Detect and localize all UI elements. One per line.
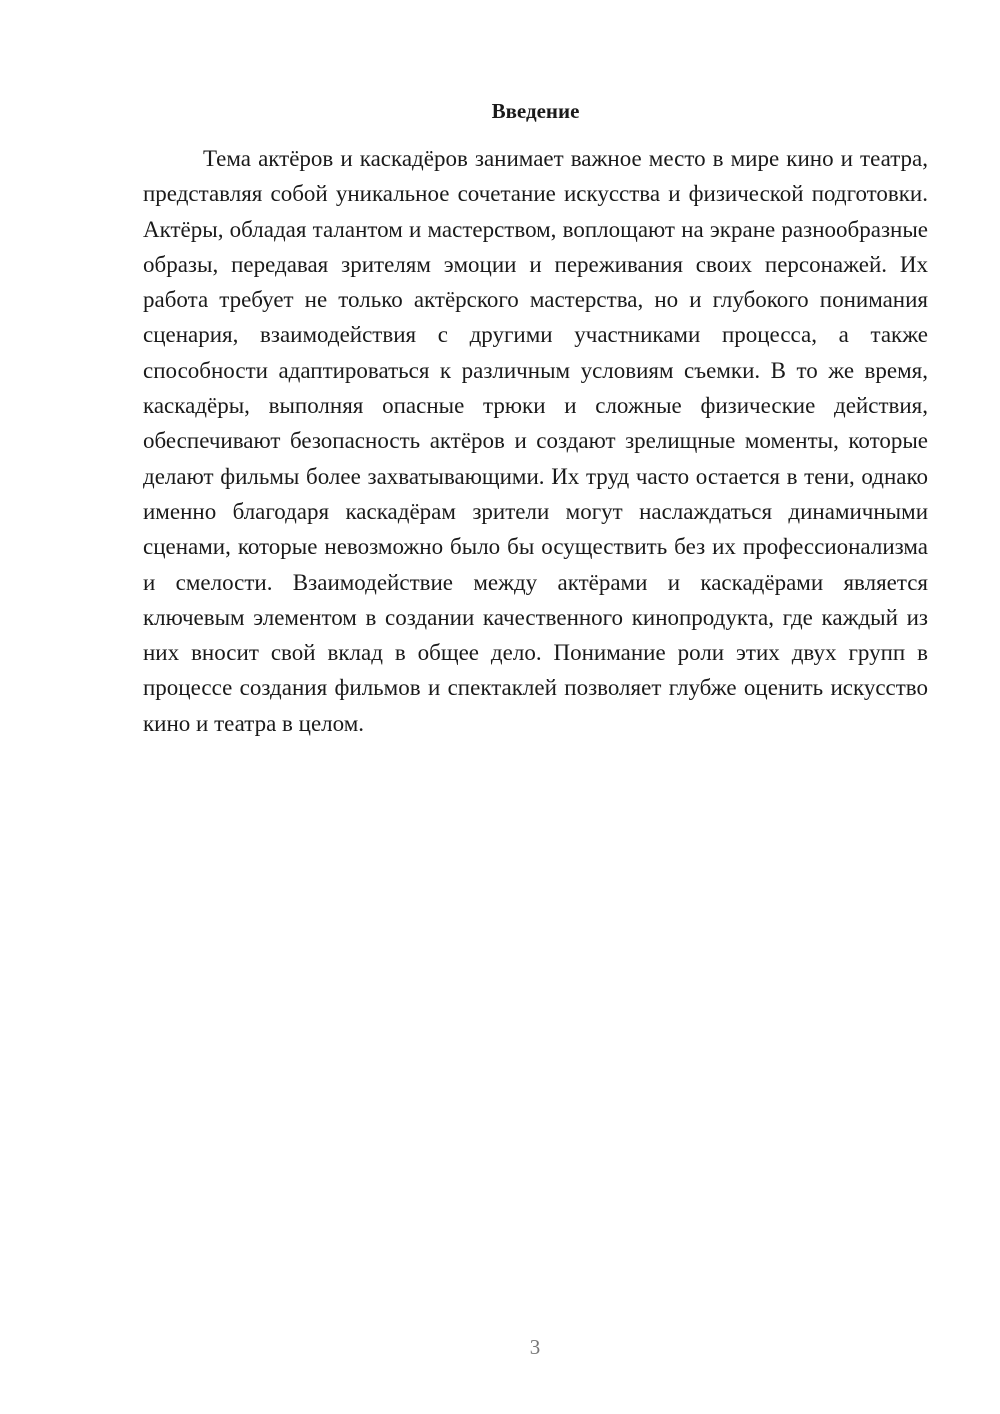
- section-heading: Введение: [491, 99, 580, 123]
- body-paragraph: Тема актёров и каскадёров занимает важное место в мире кино и театра, представляя собой уникальное сочетание искусства и физической подготовки. Актёры, обладая талантом и мастерством, воплощают на экране разнообразные образы, передавая зрителям эмоции и переживания своих персонажей. Их работа требует не только актёрского мастерства, но и глубокого понимания сценария, взаимодействия с другими участниками процесса, а также способности адаптироваться к различным условиям съемки. В то же время, каскадёры, выполняя опасные трюки и сложные физические действия, обеспечивают безопасность актёров и создают зрелищные моменты, которые делают фильмы более захватывающими. Их труд часто остается в тени, однако именно благодаря каскадёрам зрители могут наслаждаться динамичными сценами, которые невозможно было бы осуществить без их профессионализма и смелости. Взаимодействие между актёрами и каскадёрами является ключевым элементом в создании качественного кинопродукта, где каждый из них вносит свой вклад в общее дело. Понимание роли этих двух групп в процессе создания фильмов и спектаклей позволяет глубже оценить искусство кино и театра в целом.: [143, 146, 928, 736]
- page-number: 3: [529, 1335, 541, 1359]
